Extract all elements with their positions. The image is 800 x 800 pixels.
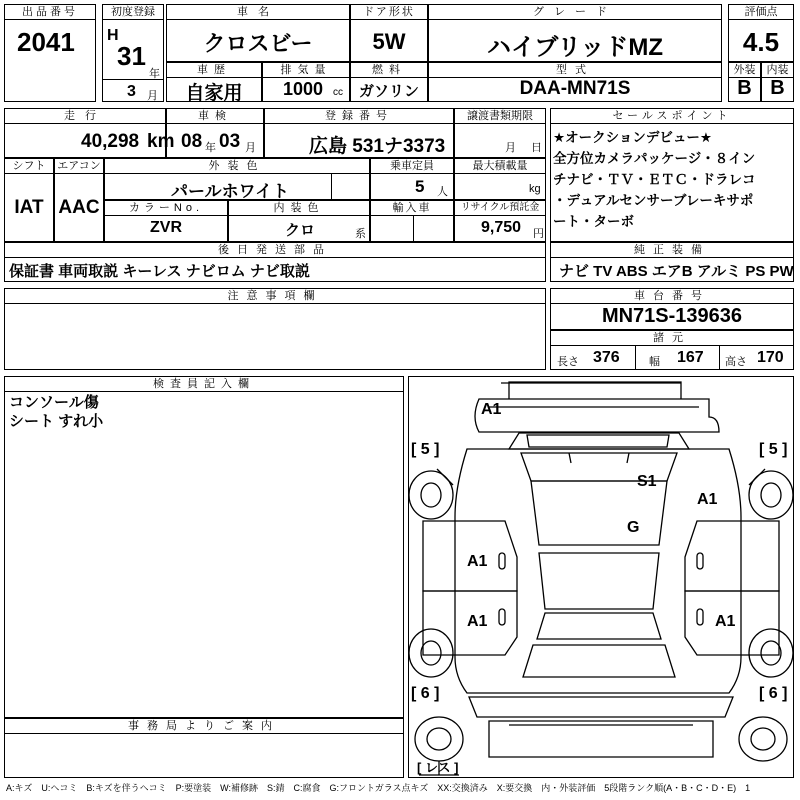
score-value: 4.5 (742, 27, 780, 57)
sales-point-label: セールスポイント (551, 109, 793, 124)
tire-rear-right: [ 6 ] (759, 685, 788, 702)
first-reg-year: 31 (117, 41, 146, 71)
inspector-line: コンソール傷 (9, 394, 99, 411)
interior-score-value: B (770, 77, 785, 99)
import-label: 輸入車 (371, 201, 453, 216)
legend: A:キズ U:ヘコミ B:キズを伴うヘコミ P:要塗装 W:補修跡 S:錆 C:腐食 G:フロントガラス点キズ XX:交換済み X:要交換 内・外装評価 5段階ランク順(A・B・C・D・E) 1 (6, 783, 751, 793)
later-parts-value: 保証書 車両取説 キーレス ナビロム ナビ取説 (9, 263, 310, 280)
model-label: 型式 (429, 63, 721, 78)
sales-point-line: チナビ・ＴＶ・ＥＴＣ・ドラレコ (553, 172, 756, 187)
sales-point-line: 全方位カメラパッケージ・８イン (553, 151, 756, 166)
sales-point-line: ート・ターボ (553, 214, 634, 229)
displacement-value: 1000 (283, 79, 324, 99)
dim-width-value: 167 (677, 349, 704, 366)
capacity-value: 5 (415, 177, 425, 196)
equipment-cell (550, 242, 794, 282)
import-cell (370, 200, 454, 242)
dim-height-value: 170 (757, 349, 784, 366)
spare-tire: [ レス ] (417, 760, 459, 775)
aircon-value: AAC (58, 197, 100, 218)
first-reg-month: 3 (127, 83, 136, 100)
door-value: 5W (372, 29, 406, 54)
color-no-cell (104, 200, 228, 242)
history-cell (166, 62, 262, 102)
interior-score-label: 内装 (762, 63, 793, 78)
car-name-value: クロスビー (203, 31, 313, 56)
exterior-score-cell (728, 62, 761, 102)
fuel-cell (350, 62, 428, 102)
office-cell (4, 718, 404, 778)
score-label: 評価点 (729, 5, 793, 20)
mileage-label: 走行 (5, 109, 165, 124)
first-reg-era: H (107, 27, 119, 44)
first-reg-label: 初度登録 (103, 5, 163, 20)
aircon-cell (54, 158, 104, 242)
exterior-score-value: B (737, 77, 752, 99)
tire-front-left: [ 5 ] (411, 441, 440, 458)
plate-value: 広島 531ナ3373 (309, 136, 446, 157)
notes-label: 注意事項欄 (5, 289, 545, 304)
aircon-label: エアコン (55, 159, 103, 174)
inspector-lines (9, 393, 103, 431)
capacity-cell (370, 158, 454, 200)
ext-color-label: 外装色 (105, 159, 369, 174)
transfer-month-unit: 月 (505, 142, 516, 154)
shift-value: IAT (14, 197, 44, 218)
mileage-unit: km (147, 131, 175, 152)
transfer-day-unit: 日 (531, 142, 542, 154)
transfer-deadline-cell (454, 108, 546, 158)
color-no-value: ZVR (150, 219, 182, 236)
interior-score-cell (761, 62, 794, 102)
ext-color-cell (104, 158, 370, 200)
notes-cell (4, 288, 546, 370)
car-diagram (408, 376, 794, 778)
mark-front-right-fender: A1 (697, 491, 718, 508)
mark-right-rear-door: A1 (715, 613, 736, 630)
recycle-label: リサイクル預託金 (455, 201, 545, 216)
inspection-month-unit: 月 (245, 142, 256, 154)
office-label: 事務局よりご案内 (5, 719, 403, 734)
max-load-cell (454, 158, 546, 200)
inspection-year-unit: 年 (205, 142, 216, 154)
equipment-label: 純正装備 (551, 243, 793, 258)
history-value: 自家用 (185, 83, 243, 104)
tire-rear-left: [ 6 ] (411, 685, 440, 702)
score-cell (728, 4, 794, 62)
exterior-score-label: 外装 (729, 63, 760, 78)
chassis-label: 車台番号 (551, 289, 793, 304)
recycle-unit: 円 (533, 228, 544, 240)
later-parts-cell (4, 242, 546, 282)
displacement-cell (262, 62, 350, 102)
inspector-cell (4, 376, 404, 718)
inspection-label: 車検 (167, 109, 263, 124)
fuel-value: ガソリン (358, 83, 419, 100)
first-reg-month-unit: 月 (147, 90, 158, 102)
sales-point-lines (553, 127, 756, 232)
recycle-value: 9,750 (481, 219, 522, 236)
car-outline (409, 377, 793, 777)
grade-label: グレード (429, 5, 721, 20)
fuel-label: 燃料 (351, 63, 427, 78)
mileage-cell (4, 108, 175, 158)
history-label: 車歴 (167, 63, 261, 78)
mark-roof: S1 (637, 473, 657, 490)
inspection-month: 03 (219, 131, 241, 152)
car-name-cell (166, 4, 350, 62)
door-label: ドア形状 (351, 5, 427, 20)
inspector-label: 検査員記入欄 (5, 377, 403, 392)
mileage-value: 40,298 (81, 131, 140, 152)
car-name-label: 車名 (167, 5, 349, 20)
tire-front-right: [ 5 ] (759, 441, 788, 458)
capacity-unit: 人 (437, 186, 448, 198)
later-parts-label: 後日発送部品 (5, 243, 545, 258)
door-cell (350, 4, 428, 62)
sales-point-cell (550, 108, 794, 242)
shift-label: シフト (5, 159, 53, 174)
mark-left-front-door: A1 (467, 553, 488, 570)
max-load-label: 最大積載量 (455, 159, 545, 174)
transfer-deadline-label: 譲渡書類期限 (455, 109, 545, 124)
dim-length-value: 376 (593, 349, 620, 366)
int-color-unit: 系 (355, 228, 366, 240)
int-color-value: クロ (285, 222, 316, 239)
displacement-label: 排気量 (263, 63, 349, 78)
mark-front: A1 (481, 401, 502, 418)
int-color-cell (228, 200, 370, 242)
mark-left-rear-door: A1 (467, 613, 488, 630)
ext-color-value: パールホワイト (171, 182, 290, 201)
sales-point-line: ★オークションデビュー★ (553, 130, 712, 145)
dim-width-label: 幅 (649, 356, 660, 368)
grade-value: ハイブリッドMZ (486, 34, 663, 61)
dimensions-cell (550, 330, 794, 370)
int-color-label: 内装色 (229, 201, 369, 216)
dimensions-label: 諸元 (551, 331, 793, 346)
equipment-value: ナビ TV ABS エアB アルミ PS PW (559, 263, 794, 280)
dim-height-label: 高さ (725, 356, 747, 368)
model-cell (428, 62, 722, 102)
displacement-unit: cc (333, 87, 343, 98)
first-reg-year-unit: 年 (149, 68, 160, 80)
dim-length-label: 長さ (557, 356, 579, 368)
chassis-value: MN71S-139636 (601, 305, 743, 327)
lot-no-value: 2041 (17, 27, 75, 57)
chassis-cell (550, 288, 794, 330)
lot-no-cell (4, 4, 96, 102)
capacity-label: 乗車定員 (371, 159, 453, 174)
inspector-line: シート すれ小 (9, 413, 104, 430)
plate-cell (264, 108, 454, 158)
model-value: DAA-MN71S (519, 78, 631, 99)
mark-center: G (627, 519, 640, 536)
max-load-unit: kg (529, 183, 541, 195)
sales-point-line: ・デュアルセンサーブレーキサポ (553, 193, 754, 208)
recycle-cell (454, 200, 546, 242)
grade-cell (428, 4, 722, 62)
lot-no-label: 出品番号 (5, 5, 95, 20)
plate-label: 登録番号 (265, 109, 453, 124)
inspection-year: 08 (181, 131, 203, 152)
color-no-label: カラーNo. (105, 201, 227, 216)
first-reg-cell (102, 4, 164, 102)
inspection-cell (166, 108, 264, 158)
shift-cell (4, 158, 54, 242)
